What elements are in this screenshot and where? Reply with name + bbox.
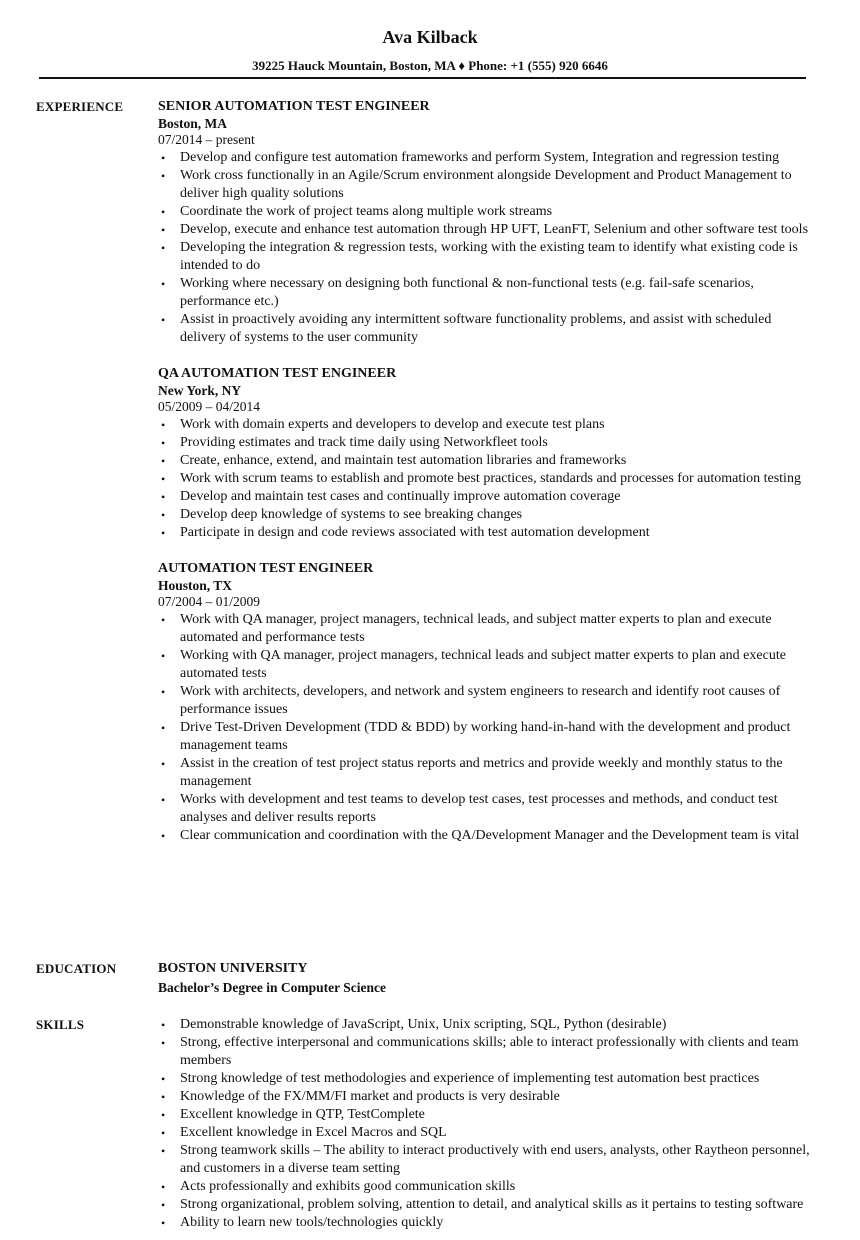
job-dates: 05/2009 – 04/2014 [158,399,261,414]
job-bullets [158,416,818,542]
bullet-text: Develop, execute and enhance test automation through HP UFT, LeanFT, Selenium and other software test tools [180,222,809,237]
bullet-text: Work with architects, developers, and network and system engineers to research and identify root causes of performance issues [180,684,781,717]
bullet-text: Clear communication and coordination with the QA/Development Manager and the Development team is vital [180,828,800,843]
bullet-dot-icon: • [161,685,166,699]
bullet-dot-icon: • [161,418,166,432]
bullet-text: Drive Test-Driven Development (TDD & BDD) by working hand-in-hand with the development and product management teams [180,720,791,753]
bullet-dot-icon: • [161,205,166,219]
resume-header [0,0,860,73]
bullet-dot-icon: • [161,1072,166,1086]
contact-line: 39225 Hauck Mountain, Boston, MA ♦ Phone: +1 (555) 920 6646 [252,58,608,73]
bullet-text: Assist in the creation of test project status reports and metrics and provide weekly and monthly status to the management [180,756,783,789]
bullet-text: Develop deep knowledge of systems to see breaking changes [180,507,523,522]
bullet-item [158,791,818,827]
job-dates: 07/2004 – 01/2009 [158,594,261,609]
bullet-item [158,470,818,488]
bullet-dot-icon: • [161,169,166,183]
job-dates: 07/2014 – present [158,132,255,147]
bullet-item [158,488,818,506]
bullet-text: Participate in design and code reviews associated with test automation development [180,525,650,540]
degree-name: Bachelor’s Degree in Computer Science [158,980,386,995]
bullet-item [158,167,818,203]
bullet-dot-icon: • [161,151,166,165]
job-entry [158,365,818,542]
bullet-text: Knowledge of the FX/MM/FI market and products is very desirable [180,1089,560,1104]
bullet-dot-icon: • [161,223,166,237]
bullet-dot-icon: • [161,472,166,486]
bullet-item [158,611,818,647]
bullet-dot-icon: • [161,1198,166,1212]
candidate-name: Ava Kilback [382,27,478,47]
bullet-item [158,311,818,347]
school-name: BOSTON UNIVERSITY [158,961,308,976]
skills-list [158,1016,818,1232]
bullet-dot-icon: • [161,241,166,255]
bullet-text: Create, enhance, extend, and maintain test automation libraries and frameworks [180,453,627,468]
bullet-text: Strong knowledge of test methodologies and experience of implementing test automation best practices [180,1071,760,1086]
bullet-item [158,1034,818,1070]
bullet-dot-icon: • [161,1036,166,1050]
job-entry [158,560,818,845]
job-title: QA AUTOMATION TEST ENGINEER [158,366,397,381]
bullet-text: Demonstrable knowledge of JavaScript, Unix, Unix scripting, SQL, Python (desirable) [180,1017,667,1032]
bullet-item [158,1196,818,1214]
bullet-text: Working where necessary on designing both functional & non-functional tests (e.g. fail-safe scenarios, performance etc.) [180,276,754,309]
job-location: New York, NY [158,383,242,398]
bullet-item [158,452,818,470]
bullet-text: Work with QA manager, project managers, technical leads, and subject matter experts to plan and execute automated and performance tests [180,612,772,645]
bullet-item [158,647,818,683]
bullet-dot-icon: • [161,526,166,540]
bullet-dot-icon: • [161,721,166,735]
bullet-dot-icon: • [161,613,166,627]
bullet-text: Develop and maintain test cases and continually improve automation coverage [180,489,621,504]
bullet-dot-icon: • [161,1144,166,1158]
bullet-item [158,434,818,452]
bullet-item [158,221,818,239]
header-divider [39,77,806,79]
education-heading: EDUCATION [36,961,117,976]
bullet-dot-icon: • [161,313,166,327]
bullet-dot-icon: • [161,454,166,468]
job-location: Boston, MA [158,116,228,131]
bullet-item [158,1016,818,1034]
job-bullets [158,149,818,347]
bullet-item [158,755,818,791]
bullet-item [158,203,818,221]
bullet-text: Working with QA manager, project managers, technical leads and subject matter experts to plan and execute automated tests [180,648,786,681]
bullet-text: Assist in proactively avoiding any intermittent software functionality problems, and assist with scheduled delivery of systems to the user community [180,312,772,345]
bullet-item [158,416,818,434]
bullet-dot-icon: • [161,1108,166,1122]
bullet-item [158,1214,818,1232]
job-title: SENIOR AUTOMATION TEST ENGINEER [158,99,430,114]
bullet-text: Providing estimates and track time daily using Networkfleet tools [180,435,548,450]
bullet-dot-icon: • [161,1180,166,1194]
bullet-dot-icon: • [161,277,166,291]
bullet-dot-icon: • [161,1216,166,1230]
experience-jobs [158,98,818,863]
bullet-dot-icon: • [161,436,166,450]
bullet-text: Excellent knowledge in Excel Macros and SQL [180,1125,447,1140]
bullet-text: Work cross functionally in an Agile/Scrum environment alongside Development and Product Management to deliver high quality solutions [180,168,792,201]
bullet-text: Work with domain experts and developers to develop and execute test plans [180,417,605,432]
bullet-dot-icon: • [161,1090,166,1104]
job-title: AUTOMATION TEST ENGINEER [158,561,374,576]
bullet-item [158,683,818,719]
bullet-item [158,1124,818,1142]
bullet-item [158,1088,818,1106]
bullet-item [158,239,818,275]
bullet-text: Strong, effective interpersonal and communications skills; able to interact professionally with clients and team members [180,1035,799,1068]
bullet-item [158,275,818,311]
bullet-item [158,1070,818,1088]
bullet-item [158,1142,818,1178]
bullet-dot-icon: • [161,649,166,663]
skills-body [158,1016,818,1232]
bullet-item [158,524,818,542]
bullet-item [158,719,818,755]
bullet-dot-icon: • [161,490,166,504]
bullet-text: Ability to learn new tools/technologies quickly [180,1215,444,1230]
bullet-dot-icon: • [161,508,166,522]
bullet-item [158,1178,818,1196]
bullet-dot-icon: • [161,1126,166,1140]
bullet-text: Excellent knowledge in QTP, TestComplete [180,1107,425,1122]
experience-heading: EXPERIENCE [36,99,124,114]
skills-heading: SKILLS [36,1017,85,1032]
job-bullets [158,611,818,845]
bullet-text: Strong teamwork skills – The ability to interact productively with end users, analysts, other Raytheon personnel, and customers in a diverse team setting [180,1143,810,1176]
bullet-item [158,506,818,524]
bullet-text: Developing the integration & regression tests, working with the existing team to identify what existing code is intended to do [180,240,798,273]
bullet-item [158,827,818,845]
bullet-item [158,149,818,167]
bullet-dot-icon: • [161,757,166,771]
bullet-text: Develop and configure test automation frameworks and perform System, Integration and regression testing [180,150,780,165]
bullet-text: Strong organizational, problem solving, attention to detail, and analytical skills as it pertains to testing software [180,1197,804,1212]
bullet-text: Works with development and test teams to develop test cases, test processes and methods, and conduct test analyses and deliver results reports [180,792,778,825]
bullet-dot-icon: • [161,793,166,807]
bullet-dot-icon: • [161,1018,166,1032]
bullet-dot-icon: • [161,829,166,843]
education-body [158,960,818,998]
bullet-text: Coordinate the work of project teams along multiple work streams [180,204,553,219]
bullet-text: Work with scrum teams to establish and promote best practices, standards and processes for automation testing [180,471,801,486]
bullet-text: Acts professionally and exhibits good communication skills [180,1179,516,1194]
job-entry [158,98,818,347]
job-location: Houston, TX [158,578,233,593]
bullet-item [158,1106,818,1124]
